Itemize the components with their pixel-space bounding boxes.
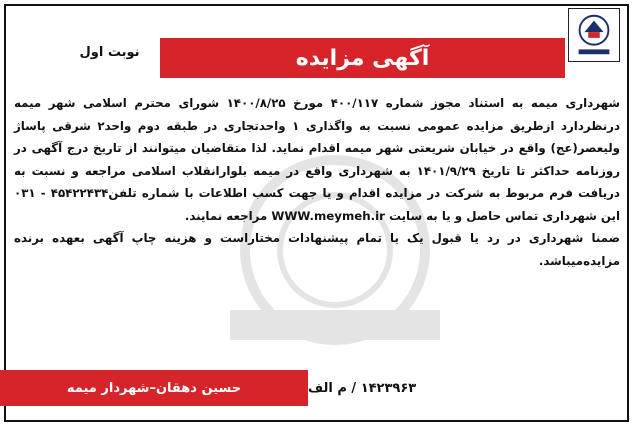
notice-title: آگهی مزایده [160, 38, 565, 78]
notice-code: ۱۴۲۳۹۶۳ / م الف [308, 380, 417, 396]
publication-round-label: نوبت اول [79, 44, 140, 60]
notice-paragraph-terms: ضمنا شهرداری در رد یا قبول یک یا تمام پیشنهادات مختاراست و هزینه چاپ آگهی بعهده برنده مزایده‌میباشد. [14, 231, 620, 268]
signature-banner: حسین دهقان–شهردار میمه [0, 370, 308, 406]
municipality-logo [568, 8, 620, 62]
notice-paragraph-main: شهرداری میمه به استناد مجوز شماره ۴۰۰/۱۱۷ مورخ ۱۴۰۰/۸/۲۵ شورای محترم اسلامی شهر میمه درنظردارد ازطریق مزایده عمومی نسبت به واگذاری ۱ واحدتجاری در طبقه دوم واحد۲ شرقی پاساژ ولیعصر(عج) واقع در خیابان شریعتی شهر میمه اقدام نماید. لذا متقاضیان میتوانند از تاریخ درج آگهی در روزنامه حداکثر تا تاریخ ۱۴۰۱/۹/۲۹ به شهرداری واقع در میمه بلوارانقلاب اسلامی مراجعه و نسبت به دریافت فرم مربوط به شرکت در مزایده اقدام و یا جهت کسب اطلاعات با شماره تلفن۴۵۴۲۲۴۳۴ - ۰۳۱ این شهرداری تماس حاصل و یا به سایت WWW.meymeh.ir مراجعه نمایند. [14, 96, 620, 223]
municipality-seal-icon [569, 9, 619, 61]
notice-body [14, 92, 620, 272]
